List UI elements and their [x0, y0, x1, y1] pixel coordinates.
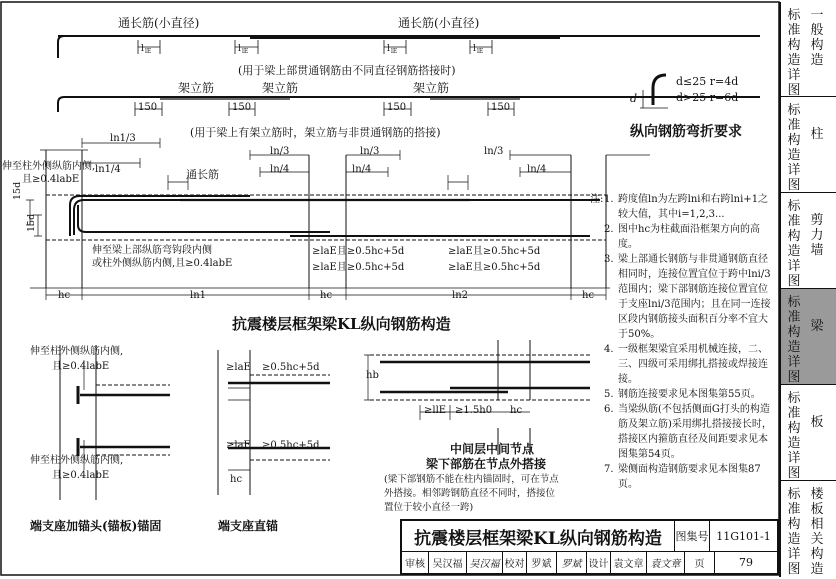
bend-rule-2: d>25 r=6d [676, 91, 739, 104]
label-erect-1: 架立筋 [178, 81, 215, 95]
note-bottom-left-1: 伸至梁上部纵筋弯钩段内侧 [92, 245, 212, 256]
main-diagram-title: 抗震楼层框架梁KL纵向钢筋构造 [232, 315, 451, 333]
dim-ln-4-3: ln/4 [527, 164, 547, 175]
title-block-row-2 [402, 552, 777, 573]
dim-ln-3-1: ln/3 [270, 146, 290, 157]
note-top-left-2: 且≥0.4labE [22, 174, 80, 185]
dim-ln-4-1: ln/4 [270, 164, 290, 175]
dim-ln-3-3: ln/3 [484, 146, 504, 157]
mid-hb: hb [366, 370, 379, 381]
mid-node-desc-2: 外搭接。相邻跨钢筋直径不同时，搭接位 [384, 488, 556, 499]
anchor-plate-title: 端支座加锚头(锚板)锚固 [30, 519, 162, 533]
anchor-req-3: ≥laE且≥0.5hc+5d [448, 246, 541, 257]
straight-dim-1b-visible: ≥0.5hc+5d [262, 362, 320, 373]
check-label: 校对 [502, 552, 526, 573]
category-column[interactable]: 标准构造详图 柱 [781, 97, 836, 193]
checker-name: 罗斌 [526, 552, 556, 573]
dim-hc-3: hc [582, 290, 595, 301]
note-top-left-1: 伸至柱外侧纵筋内侧, [2, 161, 96, 172]
dim-150-2: 150 [232, 102, 252, 113]
title-block-row-1 [402, 521, 777, 552]
lap-sub-4: lE [477, 48, 484, 55]
bend-d-label: d [630, 92, 638, 105]
caption-top-1: (用于梁上部贯通钢筋由不同直径钢筋搭接时) [238, 64, 456, 77]
anchor-plate-text-2: 且≥0.4labE [52, 361, 110, 372]
dim-ln1: ln1 [190, 290, 207, 301]
anchor-req-4: ≥laE且≥0.5hc+5d [448, 262, 541, 273]
reviewer-name: 吴汉福 [428, 552, 466, 573]
category-general[interactable]: 标准构造详图 一般构造 [781, 2, 836, 97]
label-through-bar-2: 通长筋(小直径) [398, 16, 480, 30]
dim-hc-2: hc [320, 290, 333, 301]
mid-hc: hc [510, 405, 523, 416]
atlas-number: 11G101-1 [709, 521, 777, 551]
page-number: 79 [714, 552, 777, 573]
design-label: 设计 [586, 552, 610, 573]
atlas-label: 图集号 [674, 521, 709, 551]
anchor-plate-text-4: 且≥0.4labE [52, 470, 110, 481]
dim-150-4: 150 [491, 102, 511, 113]
dim-150-1: 150 [138, 102, 158, 113]
designer-name: 袁文章 [610, 552, 646, 573]
dim-15d-bottom: 15d [26, 213, 37, 232]
mid-node-title-1: 中间层中间节点 [450, 442, 535, 456]
category-beam[interactable]: 标准构造详图 梁 [781, 289, 836, 385]
bend-title: 纵向钢筋弯折要求 [630, 124, 742, 140]
note-item: 2. 图中hc为柱截面沿框架方向的高度。 [604, 224, 761, 250]
category-shear-wall[interactable]: 标准构造详图 剪力墙 [781, 193, 836, 289]
mid-node-desc-3: 置位于较小直径一跨) [384, 502, 474, 513]
anchor-plate-text-3: 伸至柱外侧纵筋内侧, [30, 455, 124, 466]
review-label: 审核 [405, 559, 425, 570]
lap-label-2: l [238, 44, 241, 54]
checker-signature: 罗斌 [556, 552, 586, 573]
mid-dim-lle: ≥llE [424, 405, 447, 416]
note-item: 7. 梁侧面构造钢筋要求见本图集87页。 [604, 464, 761, 490]
anchor-req-1: ≥laE且≥0.5hc+5d [312, 246, 405, 257]
straight-dim-hc: hc [230, 474, 243, 485]
note-item: 6. 当梁纵筋(不包括侧面G打头的构造筋及架立筋)采用绑扎搭接接长时，搭接区内箍筋直径及间距要求见本图集第54页。 [604, 404, 772, 460]
reviewer-signature: 吴汉福 [466, 552, 502, 573]
straight-dim-1a: ≥laE [226, 362, 251, 373]
straight-dim-2b-visible: ≥0.5hc+5d [262, 440, 320, 451]
dim-ln-3-2: ln/3 [360, 146, 380, 157]
category-slab-related[interactable]: 标准构造详图 楼板相关构造 [787, 487, 824, 577]
title-block-title: 抗震楼层框架梁KL纵向钢筋构造 [414, 528, 662, 549]
mid-node-title-2: 梁下部筋在节点外搭接 [426, 457, 547, 471]
dim-ln-4-2: ln/4 [352, 164, 372, 175]
dim-15d-top: 15d [12, 181, 23, 200]
lap-sub-1: lE [145, 48, 152, 55]
notes-block [590, 192, 776, 492]
mid-dim-15h0: ≥1.5h0 [455, 405, 493, 416]
lap-sub-2: lE [242, 48, 249, 55]
page-label: 页 [684, 552, 714, 573]
label-through-bar-1: 通长筋(小直径) [118, 16, 200, 30]
note-bottom-left-2: 或柱外侧纵筋内侧,且≥0.4labE [92, 258, 233, 269]
bend-rule-1: d≤25 r=4d [676, 75, 739, 88]
note-item: 5. 钢筋连接要求见本图集第55页。 [604, 389, 761, 400]
note-item: 3. 梁上部通长钢筋与非贯通钢筋直径相同时，连接位置宜位于跨中lni/3范围内；梁下部钢筋连接位置宜位于支座lni/3范围内；且在同一连接区段内钢筋接头面积百分率不宜大于50%。 [604, 254, 771, 340]
anchor-req-2: ≥laE且≥0.5hc+5d [312, 262, 405, 273]
dim-ln2: ln2 [452, 290, 469, 301]
mid-node-desc-1: (梁下部钢筋不能在柱内锚固时，可在节点 [384, 474, 559, 485]
anchor-plate-text-1: 伸至柱外侧纵筋内侧, [30, 346, 124, 357]
lap-sub-3: lE [391, 48, 398, 55]
lap-label-4: l [473, 44, 476, 54]
category-strip [779, 2, 836, 577]
lap-label-1: l [141, 44, 144, 54]
dim-150-3: 150 [387, 102, 407, 113]
straight-anchor-title: 端支座直锚 [218, 519, 279, 533]
note-item: 1. 跨度值ln为左跨lni和右跨lni+1之较大值，其中i=1,2,3... [604, 194, 769, 220]
dim-ln1-3: ln1/3 [110, 133, 136, 144]
note-item: 4. 一级框架梁宜采用机械连接，二、三、四级可采用绑扎搭接或焊接连接。 [604, 344, 768, 385]
title-block [400, 519, 779, 575]
designer-signature: 袁文章 [646, 552, 684, 573]
dim-hc-1: hc [58, 290, 71, 301]
notes-label: 注: [590, 194, 604, 205]
category-slab[interactable]: 标准构造详图 板 [781, 385, 836, 481]
straight-dim-2a: ≥laE [226, 440, 251, 451]
label-erect-3: 架立筋 [413, 81, 450, 95]
label-erect-2: 架立筋 [262, 81, 299, 95]
caption-top-2: (用于梁上有架立筋时，架立筋与非贯通钢筋的搭接) [190, 126, 441, 139]
lap-label-3: l [387, 44, 390, 54]
dim-ln1-4: ln1/4 [95, 164, 121, 175]
label-through-bar: 通长筋 [186, 168, 219, 181]
